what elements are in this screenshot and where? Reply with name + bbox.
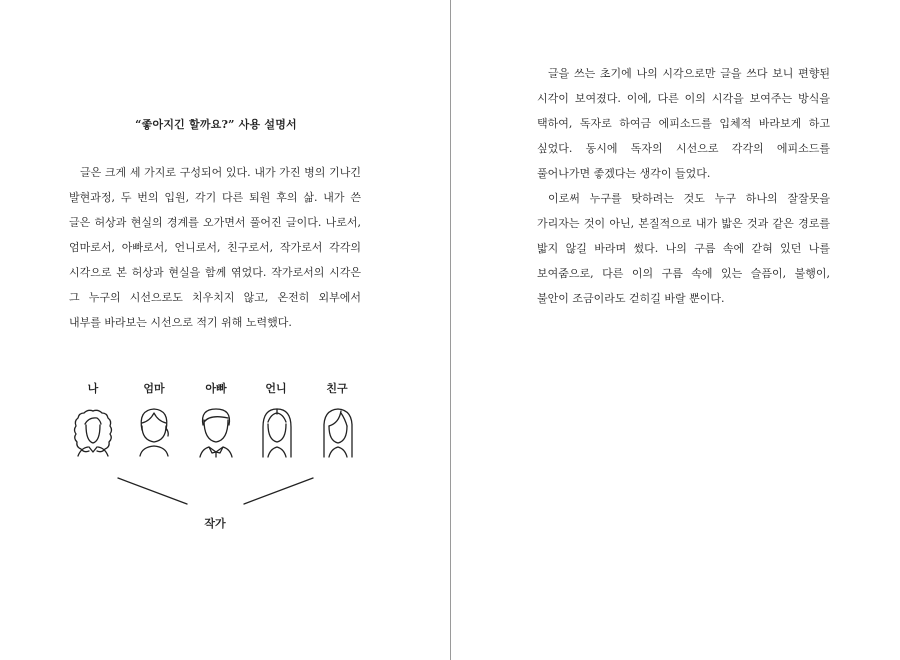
label-mom: 엄마 [143, 382, 165, 395]
label-writer: 작가 [204, 517, 226, 530]
label-me: 나 [87, 382, 99, 395]
short-hair-woman-icon [140, 409, 168, 456]
paragraph: 글은 크게 세 가지로 구성되어 있다. 내가 가진 병의 기나긴 발현과정, 두 번의 입원, 각기 다른 퇴원 후의 삶. 내가 쓴 글은 허상과 현실의 경계를 오가면서 풀어진 글이다. 나로서, 엄마로서, 아빠로서, 언니로서, 친구로서, 작가로서 각각의 시각으로 본 허상과 현실을 함께 엮었다. 작가로서의 시각은 그 누구의 시선으로도 치우치지 않고, 온전히 외부에서 내부를 바라보는 시선으로 적기 위해 노력했다. [69, 166, 361, 329]
right-page [451, 0, 900, 660]
side-part-long-hair-icon [324, 409, 352, 457]
label-friend: 친구 [326, 382, 348, 395]
man-with-collar-icon [200, 409, 232, 457]
label-sister: 언니 [265, 382, 287, 395]
left-connector-line [118, 478, 187, 504]
left-body-text [69, 160, 361, 335]
curly-hair-person-icon [75, 410, 112, 456]
perspective-diagram [0, 370, 450, 540]
page-title: “좋아지긴 할까요?” 사용 설명서 [135, 118, 297, 131]
right-connector-line [244, 478, 313, 504]
paragraph: 글을 쓰는 초기에 나의 시각으로만 글을 쓰다 보니 편향된 시각이 보여졌다. 이에, 다른 이의 시각을 보여주는 방식을 택하여, 독자로 하여금 에피소드를 입체적 바라보게 하고 싶었다. 동시에 독자의 시선으로 각각의 에피소드를 풀어나가면 좋겠다는 생각이 들었다. [537, 67, 830, 180]
long-hair-woman-icon [263, 409, 291, 457]
paragraph: 이로써 누구를 탓하려는 것도 누구 하나의 잘잘못을 가리자는 것이 아닌, 본질적으로 내가 밟은 것과 같은 경로를 밟지 않길 바라며 썼다. 나의 구름 속에 갇혀 있던 나를 보여줌으로, 다른 이의 구름 속에 있는 슬픔이, 불행이, 불안이 조금이라도 걷히길 바랄 뿐이다. [537, 192, 830, 305]
right-body-text [537, 61, 830, 311]
label-dad: 아빠 [205, 382, 227, 395]
